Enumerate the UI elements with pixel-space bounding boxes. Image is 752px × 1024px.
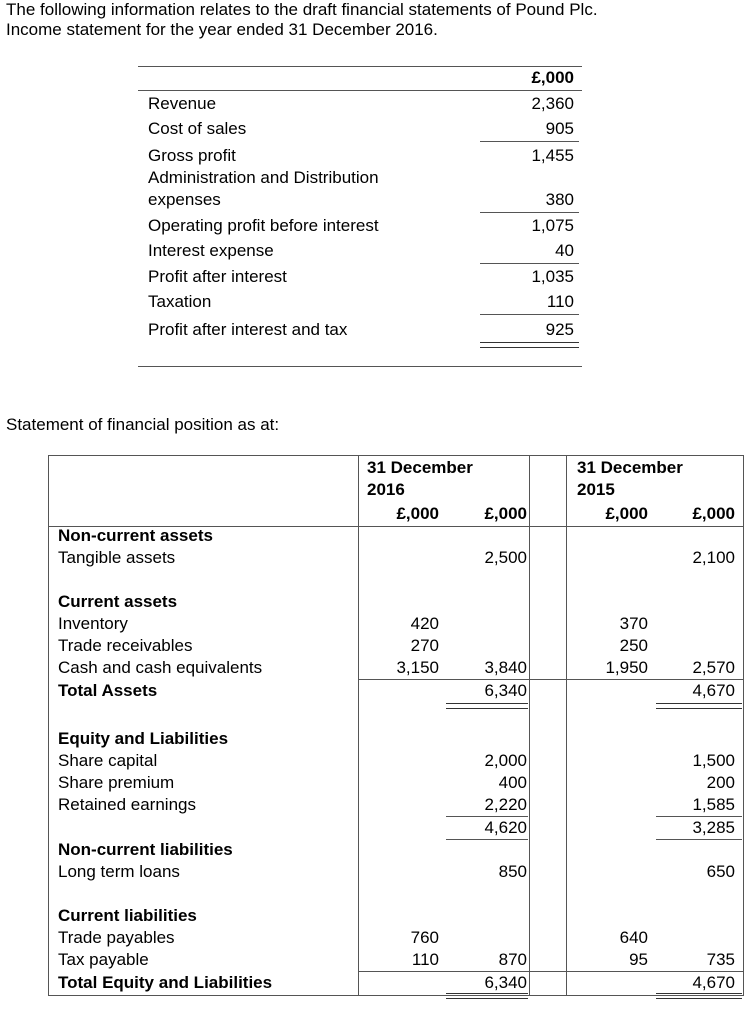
total-assets-2016: 6,340 bbox=[484, 681, 527, 700]
cash-label: Cash and cash equivalents bbox=[58, 658, 263, 677]
share-premium-2016: 400 bbox=[498, 773, 527, 792]
is-label-taxation: Taxation bbox=[148, 292, 212, 311]
loans-2016: 850 bbox=[498, 862, 527, 881]
col-2016-line2: 2016 bbox=[367, 480, 405, 499]
nca-heading: Non-current assets bbox=[58, 526, 213, 545]
cash-2015-a: 1,950 bbox=[605, 658, 648, 677]
is-label-profit-after-tax: Profit after interest and tax bbox=[148, 320, 348, 339]
is-top-rule bbox=[138, 66, 582, 67]
is-label-cost-of-sales: Cost of sales bbox=[148, 119, 247, 138]
loans-2015: 650 bbox=[706, 862, 735, 881]
is-value-gross-profit: 1,455 bbox=[531, 146, 574, 165]
total-el-double-2016 bbox=[446, 993, 528, 999]
is-value-taxation: 110 bbox=[546, 292, 574, 311]
receivables-2015: 250 bbox=[619, 636, 648, 655]
loans-label: Long term loans bbox=[58, 862, 180, 881]
payables-2015: 640 bbox=[619, 928, 648, 947]
inventory-2016: 420 bbox=[410, 614, 439, 633]
is-value-profit-after-interest: 1,035 bbox=[531, 267, 574, 286]
tax-payable-2016-b: 870 bbox=[498, 950, 527, 969]
unit-2015-a: £,000 bbox=[605, 504, 648, 523]
total-assets-label: Total Assets bbox=[58, 681, 158, 700]
col-2015-line2: 2015 bbox=[577, 480, 615, 499]
cash-2016-a: 3,150 bbox=[396, 658, 439, 677]
is-underline-expenses bbox=[480, 212, 579, 213]
share-premium-label: Share premium bbox=[58, 773, 175, 792]
is-label-interest: Interest expense bbox=[148, 241, 274, 260]
cash-2015-b: 2,570 bbox=[692, 658, 735, 677]
is-label-revenue: Revenue bbox=[148, 94, 217, 113]
ncl-heading: Non-current liabilities bbox=[58, 840, 233, 859]
is-value-operating-profit: 1,075 bbox=[531, 216, 574, 235]
is-underline-cost bbox=[480, 141, 579, 142]
receivables-2016: 270 bbox=[410, 636, 439, 655]
sofp-right-border bbox=[743, 455, 744, 996]
total-el-2016: 6,340 bbox=[484, 973, 527, 992]
tax-payable-2015-a: 95 bbox=[629, 950, 648, 969]
col-2015-line1: 31 December bbox=[577, 458, 683, 477]
total-assets-2015: 4,670 bbox=[692, 681, 735, 700]
sofp-top-border bbox=[48, 455, 744, 456]
is-value-cost-of-sales: 905 bbox=[545, 119, 574, 138]
is-label-gross-profit: Gross profit bbox=[148, 146, 236, 165]
cash-2016-b: 3,840 bbox=[484, 658, 527, 677]
is-underline-interest bbox=[480, 263, 579, 264]
intro-line-2: Income statement for the year ended 31 December 2016. bbox=[6, 20, 438, 39]
sofp-divider-3 bbox=[566, 455, 567, 996]
total-assets-double-2015 bbox=[656, 703, 742, 709]
ca-heading: Current assets bbox=[58, 592, 178, 611]
share-premium-2015: 200 bbox=[706, 773, 735, 792]
cl-underline bbox=[358, 971, 743, 972]
tax-payable-2015-b: 735 bbox=[706, 950, 735, 969]
subtotal-underline-2016 bbox=[446, 839, 528, 840]
subtotal-underline-2015 bbox=[656, 839, 742, 840]
tangible-label: Tangible assets bbox=[58, 548, 176, 567]
unit-2016-b: £,000 bbox=[484, 504, 527, 523]
payables-label: Trade payables bbox=[58, 928, 175, 947]
is-value-profit-after-tax: 925 bbox=[545, 320, 574, 339]
is-underline-taxation bbox=[480, 314, 579, 315]
tax-payable-2016-a: 110 bbox=[411, 950, 439, 969]
intro-line-1: The following information relates to the draft financial statements of Pound Plc. bbox=[6, 0, 598, 19]
tax-payable-label: Tax payable bbox=[58, 950, 149, 969]
tangible-2016: 2,500 bbox=[484, 548, 527, 567]
retained-label: Retained earnings bbox=[58, 795, 196, 814]
share-capital-2016: 2,000 bbox=[484, 751, 527, 770]
ca-underline bbox=[358, 679, 743, 680]
is-label-operating-profit: Operating profit before interest bbox=[148, 216, 379, 235]
unit-2016-a: £,000 bbox=[396, 504, 439, 523]
inventory-2015: 370 bbox=[619, 614, 648, 633]
receivables-label: Trade receivables bbox=[58, 636, 193, 655]
sofp-title: Statement of financial position as at: bbox=[6, 415, 280, 434]
total-el-double-2015 bbox=[656, 993, 742, 999]
is-label-admin: Administration and Distribution bbox=[148, 168, 379, 187]
sofp-bottom-border bbox=[48, 995, 744, 996]
total-assets-double-2016 bbox=[446, 703, 528, 709]
sofp-divider-1 bbox=[358, 455, 359, 996]
is-value-expenses: 380 bbox=[545, 190, 574, 209]
retained-2015: 1,585 bbox=[692, 795, 735, 814]
cl-heading: Current liabilities bbox=[58, 906, 197, 925]
col-2016-line1: 31 December bbox=[367, 458, 473, 477]
equity-subtotal-2015: 3,285 bbox=[692, 818, 735, 837]
is-value-interest: 40 bbox=[555, 241, 574, 260]
share-capital-label: Share capital bbox=[58, 751, 158, 770]
sofp-divider-2 bbox=[529, 455, 530, 996]
total-el-2015: 4,670 bbox=[692, 973, 735, 992]
tangible-2015: 2,100 bbox=[692, 548, 735, 567]
is-double-underline bbox=[480, 342, 579, 348]
sofp-left-border bbox=[48, 455, 49, 996]
is-unit-header: £,000 bbox=[531, 68, 574, 87]
payables-2016: 760 bbox=[410, 928, 439, 947]
is-bottom-rule bbox=[138, 366, 582, 367]
total-el-label: Total Equity and Liabilities bbox=[58, 973, 273, 992]
is-label-expenses: expenses bbox=[148, 190, 221, 209]
unit-2015-b: £,000 bbox=[692, 504, 735, 523]
equity-subtotal-2016: 4,620 bbox=[484, 818, 527, 837]
retained-2016: 2,220 bbox=[484, 795, 527, 814]
inventory-label: Inventory bbox=[58, 614, 128, 633]
share-capital-2015: 1,500 bbox=[692, 751, 735, 770]
equity-heading: Equity and Liabilities bbox=[58, 729, 229, 748]
is-header-rule bbox=[138, 90, 582, 91]
is-label-profit-after-interest: Profit after interest bbox=[148, 267, 287, 286]
is-value-revenue: 2,360 bbox=[531, 94, 574, 113]
